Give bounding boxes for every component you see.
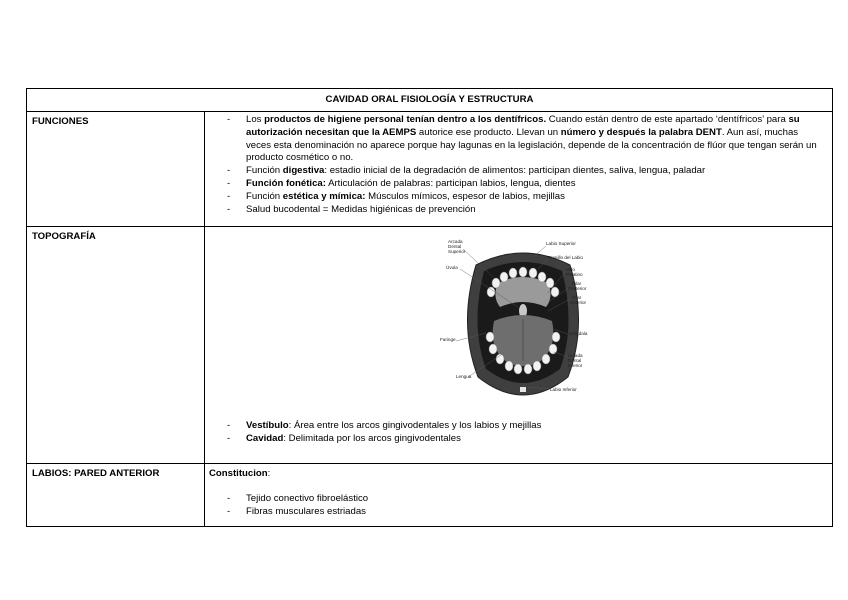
figure-label: Frenillo del Labio (548, 255, 583, 260)
topografia-row (27, 227, 833, 464)
bold-text: Constitucion (209, 468, 268, 479)
list-item (205, 114, 824, 165)
text: Músculos mímicos, espesor de labios, mejillas (365, 190, 565, 202)
labios-row (27, 464, 833, 527)
constitucion-heading (205, 466, 824, 481)
topografia-list (205, 420, 824, 446)
bold-text: Cavidad (246, 432, 284, 444)
figure-label: Dental (448, 244, 462, 249)
topografia-label: TOPOGRAFÍA (27, 227, 205, 464)
bold-text: productos de higiene personal tenían dentro a los dentífricos. (264, 114, 547, 125)
topografia-content (205, 227, 833, 464)
figure-label: Anterior (570, 300, 587, 305)
oral-cavity-diagram (438, 237, 608, 411)
figure-label: Dental (568, 358, 582, 363)
list-item: - Salud bucodental = Medidas higiénicas de prevención (205, 204, 824, 217)
figure-label: Inferior (568, 363, 583, 368)
bold-text: su autorización necesitan que la AEMPS (246, 114, 800, 138)
figure-label: Superior (448, 249, 466, 254)
text: Los (246, 114, 265, 125)
text: Articulación de palabras: participan labios, lengua, dientes (325, 177, 576, 189)
labios-list (205, 493, 824, 519)
labios-label: LABIOS: PARED ANTERIOR (27, 464, 205, 527)
list-item (205, 420, 824, 433)
text: : Delimitada por los arcos gingivodentales (283, 432, 461, 444)
text: Función (246, 165, 283, 177)
list-item (205, 178, 824, 191)
funciones-label: FUNCIONES (27, 112, 205, 227)
bold-text: Vestíbulo (246, 419, 289, 431)
svg-text:VeloPalatino (566, 267, 583, 277)
list-item (205, 433, 824, 446)
svg-text:ArcadaDentalSuperior (448, 239, 466, 254)
text: : Área entre los arcos gingivodentales y los labios y mejillas (288, 419, 542, 431)
figure-label: Palatino (566, 272, 583, 277)
funciones-list (205, 114, 824, 216)
figure-label: Pilar (572, 295, 582, 300)
funciones-row (27, 112, 833, 227)
svg-text:ArcadaDentalInferior (568, 353, 583, 368)
bold-text: número y después la palabra DENT (560, 126, 722, 138)
figure-label: Labio Superior (546, 241, 576, 246)
list-item: - Tejido conectivo fibroelástico (205, 493, 824, 506)
svg-text:PilarAnterior (570, 295, 587, 305)
text: : (267, 468, 271, 479)
text: autorice ese producto. Llevan un (416, 126, 561, 138)
figure-label: Velo (566, 267, 575, 272)
bold-text: Función fonética: (246, 177, 326, 189)
text: Función (246, 190, 283, 202)
figure-label: Úvula (446, 265, 458, 270)
text: Cuando están dentro de este apartado ‘dentífricos’ para (546, 114, 789, 125)
figure-label: Posterior (568, 286, 587, 291)
bold-text: estética y mímica: (282, 190, 366, 202)
list-item (205, 165, 824, 178)
title-row (27, 89, 833, 112)
figure-label: Arcada (568, 353, 583, 358)
figure-label: Faringe (440, 337, 456, 342)
figure-label: Lengua (456, 374, 472, 379)
labios-content (205, 464, 833, 527)
text: . Aun así, muchas veces esta denominación no aparece porque hay lagunas en la legislación, depende de la concentración de flúor que tengan serán un producto cosmético o no. (246, 126, 817, 164)
figure-label: Labio Inferior (550, 387, 577, 392)
text: : estadio inicial de la degradación de alimentos: participan dientes, saliva, lengua, paladar (324, 165, 706, 177)
list-item (205, 191, 824, 204)
figure-label: Amígdala (568, 331, 588, 336)
figure-label: Pilar (572, 281, 582, 286)
figure-label: Arcada (448, 239, 463, 244)
bold-text: digestiva (282, 165, 325, 177)
anatomy-table (26, 88, 833, 527)
table-title: CAVIDAD ORAL FISIOLOGÍA Y ESTRUCTURA (27, 89, 833, 112)
funciones-content (205, 112, 833, 227)
list-item: - Fibras musculares estriadas (205, 506, 824, 519)
